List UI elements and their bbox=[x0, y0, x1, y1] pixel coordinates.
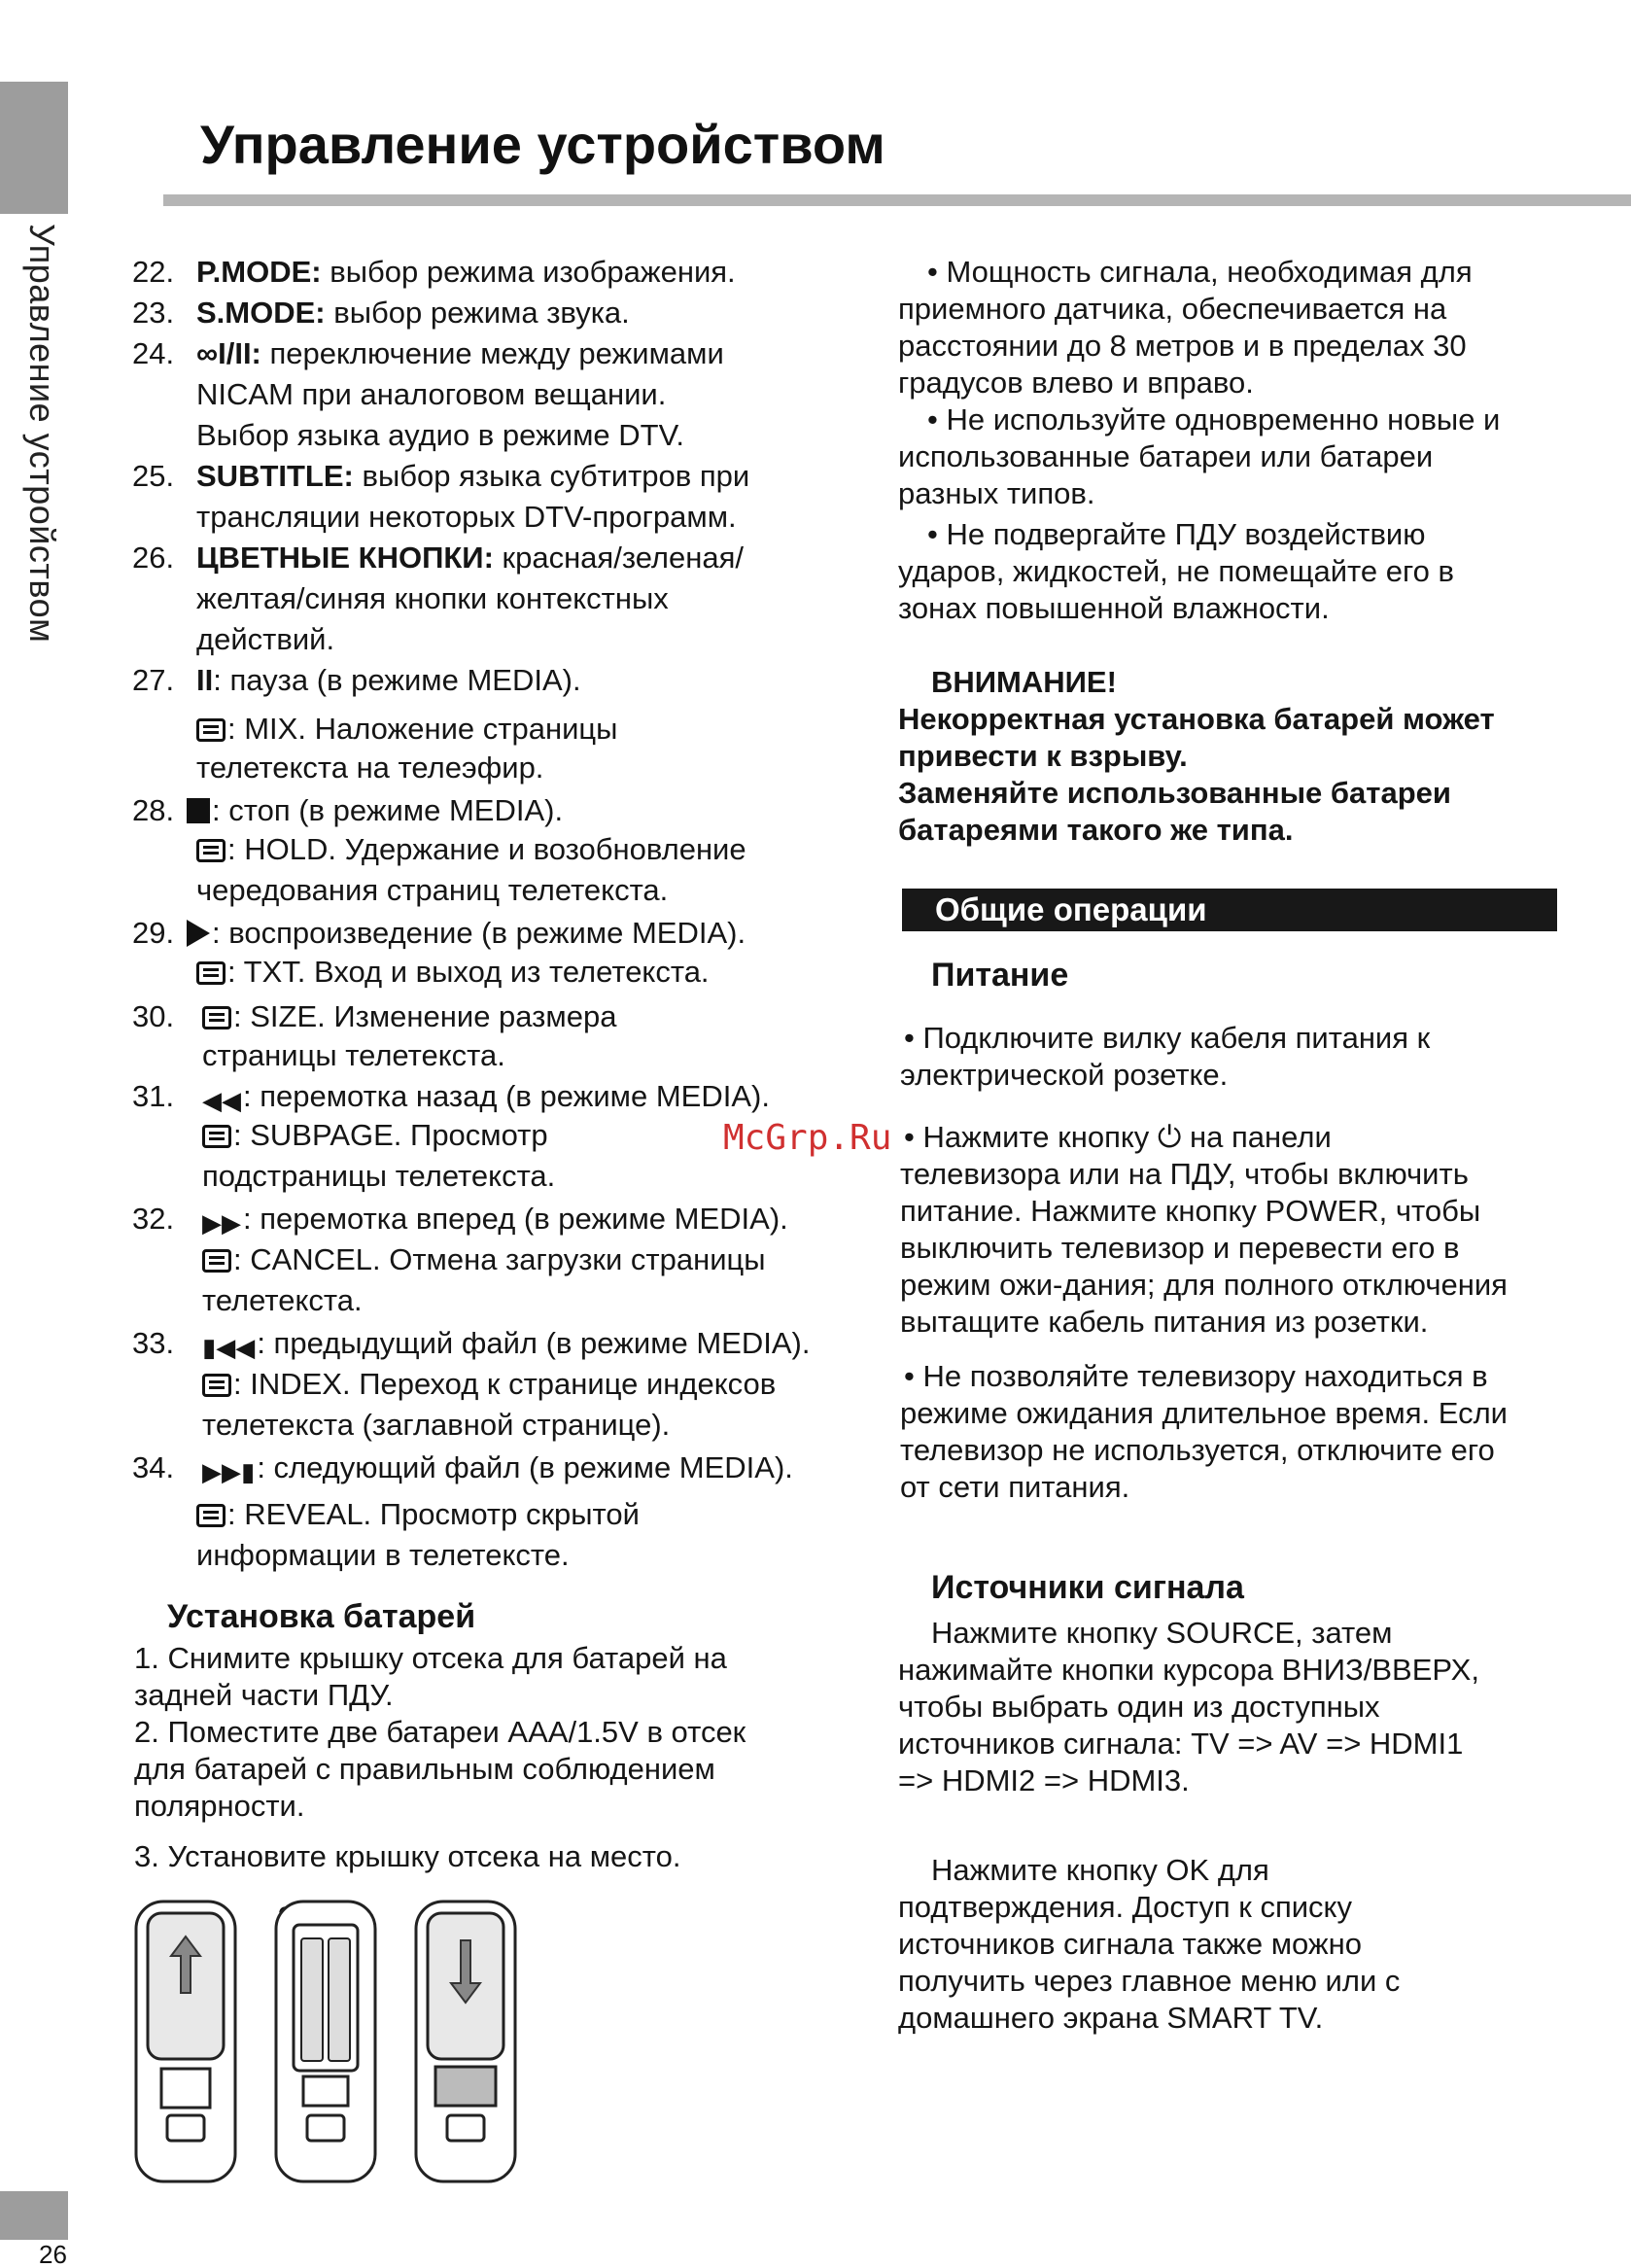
batteries-step: 1. Снимите крышку отсека для батарей на bbox=[134, 1641, 727, 1675]
previous-file-icon: ▮◀◀ bbox=[202, 1333, 256, 1362]
sources-heading: Источники сигнала bbox=[931, 1569, 1244, 1606]
battery-note: ударов, жидкостей, не помещайте его в bbox=[898, 554, 1454, 588]
list-item: 30. : SIZE. Изменение размера bbox=[132, 999, 617, 1033]
warning-text: привести к взрыву. bbox=[898, 739, 1188, 773]
power-text: • Нажмите кнопку ⏻ на панели bbox=[904, 1120, 1332, 1154]
sources-text: источников сигнала также можно bbox=[898, 1927, 1363, 1961]
warning-text: Заменяйте использованные батареи bbox=[898, 776, 1451, 810]
sources-text: получить через главное меню или с bbox=[898, 1964, 1401, 1998]
list-item: 32. ▶▶: перемотка вперед (в режиме MEDIA). bbox=[132, 1200, 788, 1242]
power-text: режим ожи-дания; для полного отключения bbox=[900, 1268, 1508, 1302]
list-item: 34. ▶▶▮: следующий файл (в режиме MEDIA). bbox=[132, 1448, 793, 1491]
batteries-step: задней части ПДУ. bbox=[134, 1678, 394, 1712]
sources-text: Нажмите кнопку OK для bbox=[931, 1853, 1269, 1887]
sources-text: нажимайте кнопки курсора ВНИЗ/ВВЕРХ, bbox=[898, 1653, 1479, 1687]
batteries-step: 2. Поместите две батареи AAA/1.5V в отсек bbox=[134, 1715, 746, 1749]
section-bar-general-operations: Общие операции bbox=[902, 889, 1557, 931]
list-item: 29. : воспроизведение (в режиме MEDIA). bbox=[132, 916, 746, 950]
battery-note: • Мощность сигнала, необходимая для bbox=[927, 255, 1473, 289]
list-item: информации в телетексте. bbox=[196, 1538, 570, 1572]
list-item: NICAM при аналоговом вещании. bbox=[196, 377, 667, 411]
list-item: трансляции некоторых DTV-программ. bbox=[196, 500, 737, 534]
batteries-heading: Установка батарей bbox=[167, 1598, 476, 1635]
list-item: 24. ∞I/II: переключение между режимами bbox=[132, 336, 724, 370]
title-rule bbox=[163, 194, 1631, 206]
list-item: телетекста на телеэфир. bbox=[196, 750, 544, 785]
power-text: от сети питания. bbox=[900, 1470, 1130, 1504]
sources-text: => HDMI2 => HDMI3. bbox=[898, 1763, 1190, 1797]
power-heading: Питание bbox=[931, 957, 1069, 994]
list-item: 28. : стоп (в режиме MEDIA). bbox=[132, 793, 564, 827]
sources-text: подтверждения. Доступ к списку bbox=[898, 1890, 1352, 1924]
list-item: 33. ▮◀◀: предыдущий файл (в режиме MEDIA). bbox=[132, 1324, 810, 1367]
watermark: McGrp.Ru bbox=[723, 1118, 892, 1158]
battery-note: • Не используйте одновременно новые и bbox=[927, 402, 1501, 436]
list-item: : HOLD. Удержание и возобновление bbox=[132, 830, 746, 869]
list-item: 23. S.MODE: выбор режима звука. bbox=[132, 296, 630, 330]
fast-forward-icon: ▶▶ bbox=[202, 1208, 241, 1238]
power-text: электрической розетке. bbox=[900, 1058, 1229, 1092]
remote-batteries-illustration bbox=[272, 1896, 379, 2187]
teletext-index-icon bbox=[202, 1374, 231, 1397]
batteries-step: полярности. bbox=[134, 1789, 305, 1823]
list-item: : MIX. Наложение страницы bbox=[132, 710, 617, 749]
page-title: Управление устройством bbox=[200, 114, 885, 175]
sources-text: Нажмите кнопку SOURCE, затем bbox=[931, 1616, 1393, 1650]
page-number: 26 bbox=[39, 2240, 67, 2268]
remote-cover-open-illustration bbox=[132, 1896, 239, 2187]
list-item: : CANCEL. Отмена загрузки страницы bbox=[132, 1240, 766, 1279]
warning-text: Некорректная установка батарей может bbox=[898, 702, 1495, 736]
list-item: действий. bbox=[196, 622, 335, 656]
list-item: желтая/синяя кнопки контекстных bbox=[196, 581, 669, 615]
teletext-size-icon bbox=[202, 1006, 231, 1029]
list-item: 27. II: пауза (в режиме MEDIA). bbox=[132, 663, 581, 697]
remote-cover-close-illustration bbox=[412, 1896, 519, 2187]
list-item: страницы телетекста. bbox=[202, 1038, 505, 1072]
battery-note: градусов влево и вправо. bbox=[898, 366, 1254, 400]
power-text: • Подключите вилку кабеля питания к bbox=[904, 1021, 1431, 1055]
teletext-reveal-icon bbox=[196, 1504, 226, 1527]
bottom-tab bbox=[0, 2191, 68, 2240]
list-item: подстраницы телетекста. bbox=[202, 1159, 556, 1193]
power-text: выключить телевизор и перевести его в bbox=[900, 1231, 1460, 1265]
sources-text: домашнего экрана SMART TV. bbox=[898, 2001, 1324, 2035]
warning-text: батареями такого же типа. bbox=[898, 813, 1294, 847]
battery-note: разных типов. bbox=[898, 476, 1095, 510]
power-text: телевизора или на ПДУ, чтобы включить bbox=[900, 1157, 1469, 1191]
power-text: вытащите кабель питания из розетки. bbox=[900, 1305, 1429, 1339]
list-item: 22. P.MODE: выбор режима изображения. bbox=[132, 255, 736, 289]
list-item: : SUBPAGE. Просмотр bbox=[132, 1116, 548, 1155]
list-item: 26. ЦВЕТНЫЕ КНОПКИ: красная/зеленая/ bbox=[132, 541, 744, 575]
battery-note: • Не подвергайте ПДУ воздействию bbox=[927, 517, 1426, 551]
teletext-mix-icon bbox=[196, 718, 226, 742]
power-text: режиме ожидания длительное время. Если bbox=[900, 1396, 1508, 1430]
battery-note: расстоянии до 8 метров и в пределах 30 bbox=[898, 329, 1467, 363]
list-item: телетекста (заглавной странице). bbox=[202, 1408, 671, 1442]
side-tab bbox=[0, 82, 68, 214]
list-item: 25. SUBTITLE: выбор языка субтитров при bbox=[132, 459, 750, 493]
list-item: Выбор языка аудио в режиме DTV. bbox=[196, 418, 685, 452]
battery-note: использованные батареи или батареи bbox=[898, 439, 1434, 473]
list-item: чередования страниц телетекста. bbox=[196, 873, 669, 907]
batteries-step: для батарей с правильным соблюдением bbox=[134, 1752, 715, 1786]
battery-note: зонах повышенной влажности. bbox=[898, 591, 1330, 625]
play-icon bbox=[187, 920, 210, 947]
list-item: телетекста. bbox=[202, 1283, 363, 1317]
list-item: 31. ◀◀: перемотка назад (в режиме MEDIA). bbox=[132, 1077, 770, 1120]
list-item: : REVEAL. Просмотр скрытой bbox=[132, 1495, 640, 1534]
sources-text: источников сигнала: TV => AV => HDMI1 bbox=[898, 1727, 1464, 1761]
teletext-hold-icon bbox=[196, 839, 226, 862]
power-text: • Не позволяйте телевизору находиться в bbox=[904, 1359, 1488, 1393]
stop-icon bbox=[187, 798, 210, 823]
rewind-icon: ◀◀ bbox=[202, 1086, 241, 1115]
teletext-subpage-icon bbox=[202, 1125, 231, 1148]
power-text: телевизор не используется, отключите его bbox=[900, 1433, 1495, 1467]
sources-text: чтобы выбрать один из доступных bbox=[898, 1690, 1380, 1724]
list-item: : TXT. Вход и выход из телетекста. bbox=[132, 953, 710, 992]
teletext-txt-icon bbox=[196, 961, 226, 985]
side-section-title: Управление устройством bbox=[22, 224, 62, 644]
battery-note: приемного датчика, обеспечивается на bbox=[898, 292, 1447, 326]
list-item: : INDEX. Переход к странице индексов bbox=[132, 1365, 776, 1404]
next-file-icon: ▶▶▮ bbox=[202, 1457, 256, 1486]
batteries-step: 3. Установите крышку отсека на место. bbox=[134, 1839, 681, 1873]
power-text: питание. Нажмите кнопку POWER, чтобы bbox=[900, 1194, 1481, 1228]
warning-heading: ВНИМАНИЕ! bbox=[931, 665, 1117, 699]
teletext-cancel-icon bbox=[202, 1249, 231, 1273]
